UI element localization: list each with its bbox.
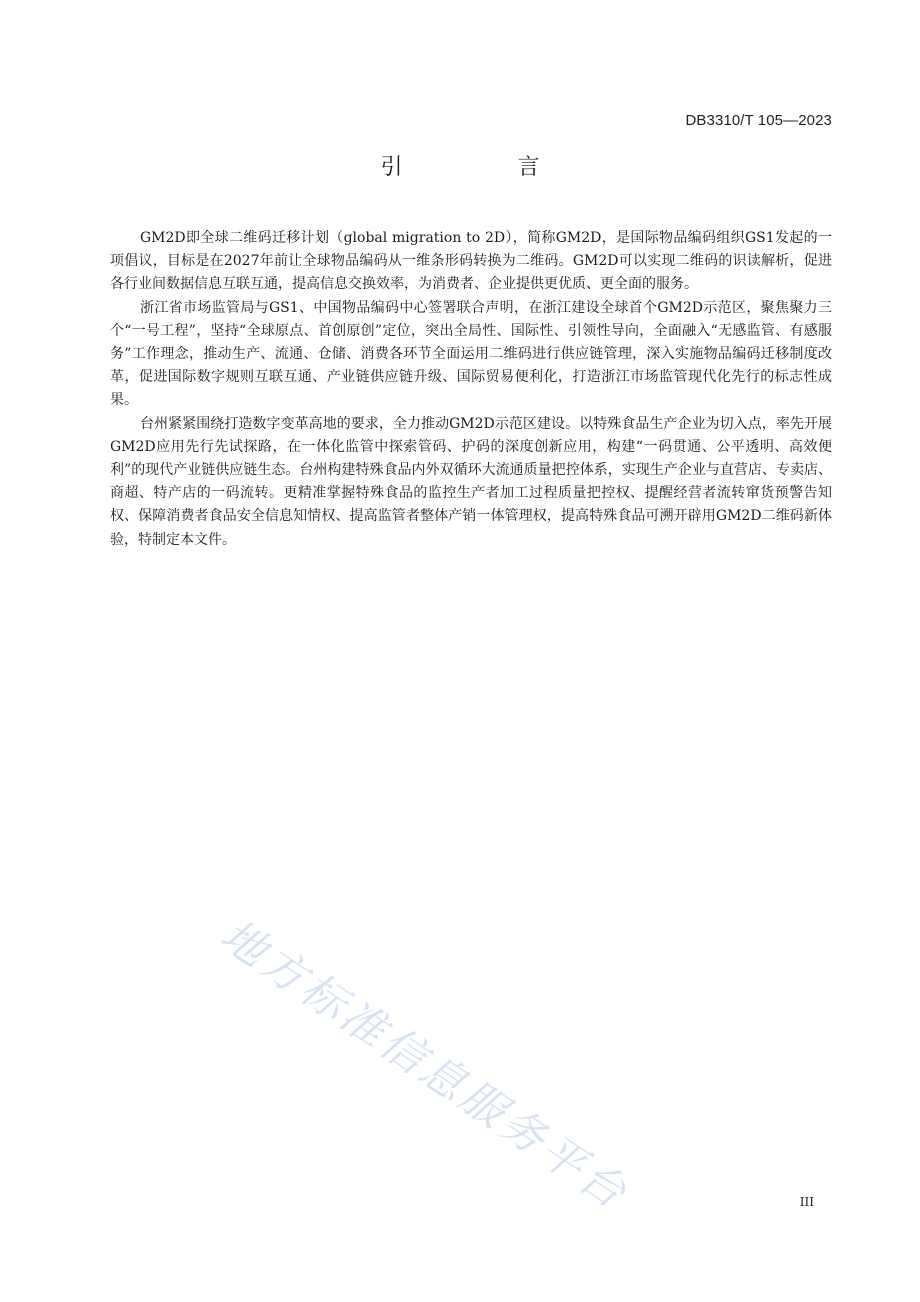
paragraph-2: 浙江省市场监管局与GS1、中国物品编码中心签署联合声明，在浙江建设全球首个GM2D示范区，聚焦聚力三个“一号工程”，坚持“全球原点、首创原创”定位，突出全局性、国际性、引领性导向，全面融入“无感监管、有感服务”工作理念，推动生产、流通、仓储、消费各环节全面运用二维码进行供应链管理，深入实施物品编码迁移制度改革，促进国际数字规则互联互通、产业链供应链升级、国际贸易便利化，打造浙江市场监管现代化先行的标志性成果。 — [110, 299, 832, 409]
document-code: DB3310/T 105—2023 — [685, 112, 832, 129]
watermark: 地方标准信息服务平台 — [211, 909, 638, 1221]
page-title: 引 言 — [380, 155, 594, 180]
paragraph-3: 台州紧紧围绕打造数字变革高地的要求，全力推动GM2D示范区建设。以特殊食品生产企业为切入点，率先开展GM2D应用先行先试探路，在一体化监管中探索管码、护码的深度创新应用，构建“一码贯通、公平透明、高效便利”的现代产业链供应链生态。台州构建特殊食品内外双循环大流通质量把控体系，实现生产企业与直营店、专卖店、商超、特产店的一码流转。更精准掌握特殊食品的监控生产者加工过程质量把控权、提醒经营者流转窜货预警告知权、保障消费者食品安全信息知情权、提高监管者整体产销一体管理权，提高特殊食品可溯开辟用GM2D二维码新体验，特制定本文件。 — [110, 415, 832, 548]
body-text — [110, 227, 832, 552]
paragraph-1: GM2D即全球二维码迁移计划（global migration to 2D），简称GM2D，是国际物品编码组织GS1发起的一项倡议，目标是在2027年前让全球物品编码从一维条形码转换为二维码。GM2D可以实现二维码的识读解析，促进各行业间数据信息互联互通，提高信息交换效率，为消费者、企业提供更优质、更全面的服务。 — [110, 230, 832, 293]
page-number: III — [799, 1195, 814, 1209]
